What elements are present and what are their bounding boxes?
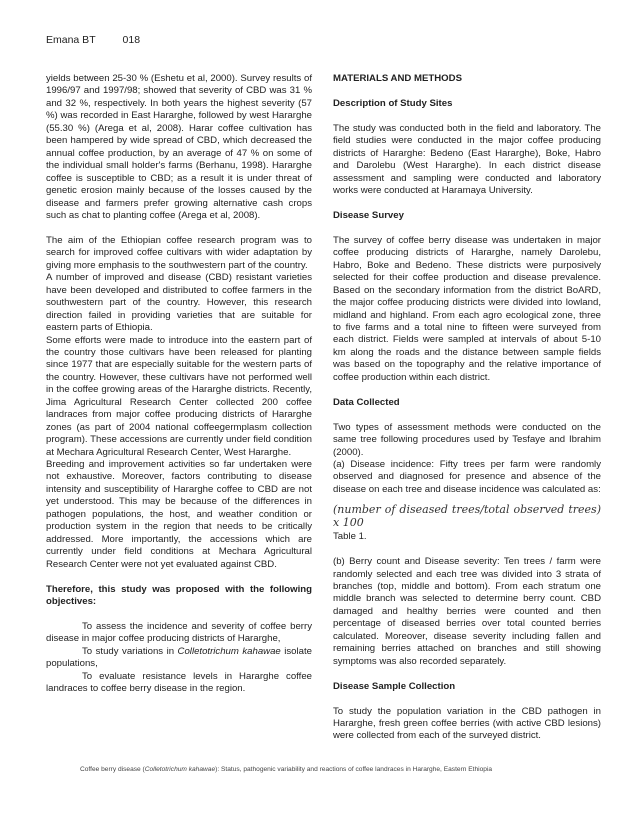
page-number: 018 <box>122 34 141 46</box>
running-header <box>46 34 164 46</box>
objective-item: To evaluate resistance levels in Hararghe coffee landraces to coffee berry disease in the region. <box>46 670 312 695</box>
body-paragraph: yields between 25-30 % (Eshetu et al, 2000). Survey results of 1996/97 and 1997/98; showed that severity of CBD was 31 % and 32 %, respectively. In both years the highest severity (57 %) was recorded in East Hararghe, followed by west Hararghe (55.30 %) (Arega et al, 2008). Harar coffee cultivation has been hampered by wide spread of CBD, which decreased the annual coffee production, by an average of 47 % on some of the individual small holder's farms (Berhanu, 1998). Hararghe coffee is susceptible to CBD; as a result it is under threat of genetic erosion mainly because of the losses caused by the disease and farmers prefer growing alternative cash crops such as chat to planting coffee (Arega et al, 2008). <box>46 73 312 221</box>
body-paragraph <box>333 556 601 668</box>
body-paragraph: The survey of coffee berry disease was undertaken in major coffee producing districts of Hararghe, namely Darolebu, Habro, Boke and Bedeno. These districts were purposively selected for their coffee production and disease prevalence. Based on the secondary information from the district BoARD, the major coffee producing districts were divided into lowland, midland and highland. From each agro ecological zone, three to five farms and a total nine to fifteen were surveyed from each district. Fields were sampled at intervals of about 5-10 km along the roads and the distance between sample fields was based on the topography and the relative importance of coffee production within each district. <box>333 234 601 383</box>
subsection-heading: Description of Study Sites <box>333 97 453 109</box>
subsection-heading: Disease Survey <box>333 209 404 221</box>
body-paragraph: Some efforts were made to introduce into the eastern part of the country those cultivars have been released for planting since 1977 that are especially suitable for the western parts of the country. However, these cultivars have not performed well in the coffee growing areas of the Hararghe districts. Recently, Jima Agricultural Research Center collected 200 coffee landraces from major coffee producing districts of Hararghe zones (as part of 2004 national coffeegermplasm collection program). These accessions are currently under field condition at Mechara Agricultural Research Center, West Hararghe. <box>46 334 312 458</box>
incidence-formula: (number of diseased trees/total observed trees) x 100 <box>333 503 601 529</box>
footer-species: Colletotrichum kahawae <box>144 766 216 773</box>
objective-text: To study variations in <box>82 645 178 657</box>
footer-text: ): Status, pathogenic variability and reactions of coffee landraces in Hararghe, Eastern Ethiopia <box>215 766 493 773</box>
author-name: Emana BT <box>46 34 96 46</box>
body-paragraph: A number of improved and disease (CBD) resistant varieties have been developed and distributed to coffee farmers in the southwestern part of the country. However, this research direction failed in providing varieties that are suitable for eastern parts of Ethiopia. <box>46 272 312 334</box>
body-paragraph: Two types of assessment methods were conducted on the same tree following procedures used by Tesfaye and Ibrahim (2000). <box>333 421 601 458</box>
left-column <box>46 73 312 696</box>
species-name: Colletotrichum kahawae <box>177 645 281 657</box>
objective-item: To assess the incidence and severity of coffee berry disease in major coffee producing districts of Hararghe, <box>46 620 312 645</box>
subsection-heading: Data Collected <box>333 396 400 408</box>
body-paragraph: To study the population variation in the CBD pathogen in Hararghe, fresh green coffee berries (with active CBD lesions) were collected from each of the surveyed district. <box>333 705 601 742</box>
objective-text: isolate populations, <box>46 645 312 670</box>
right-column <box>333 73 601 755</box>
footer-text: Coffee berry disease ( <box>80 766 145 773</box>
subsection-heading: Disease Sample Collection <box>333 680 456 692</box>
table-reference: Table 1. <box>333 531 367 543</box>
incidence-label: (a) Disease incidence <box>333 458 432 470</box>
severity-text: : Ten trees / farm were randomly selected and each tree was divided into 3 strata of branches (top, middle and bottom). From each stratum one middle branch was selected to determine berry count. CBD damaged and healthy berries were counted and then percentage of diseased berries over total counted berries calculated. Moreover, disease severity including fallen and remaining berries attached on branches and still showing symptoms was also recorded separately. <box>333 556 601 667</box>
section-heading: MATERIALS AND METHODS <box>333 73 462 84</box>
body-paragraph: The study was conducted both in the field and laboratory. The field studies were conducted in the major coffee producing districts of Hararghe: Bedeno (East Hararghe), Boke, Habro and Darolebu (West Hararghe). In each district disease assessment and sampling were conducted and laboratory works were conducted at Haramaya University. <box>333 122 601 197</box>
objective-item <box>46 646 312 671</box>
objectives-heading: Therefore, this study was proposed with the following objectives: <box>46 583 312 607</box>
incidence-text: : Fifty trees per farm were randomly observed and diagnosed for presence and absence of the disease on each tree and disease incidence was calculated as: <box>333 458 601 495</box>
body-paragraph <box>333 459 601 496</box>
severity-label: (b) Berry count and Disease severity <box>333 556 497 568</box>
body-paragraph: The aim of the Ethiopian coffee research program was to search for improved coffee cultivars with wider adaptation by giving more emphasis to the southwestern part of the country. <box>46 234 312 271</box>
running-footer <box>80 766 492 773</box>
body-paragraph: Breeding and improvement activities so far undertaken were not exhaustive. Moreover, factors contributing to disease intensity and susceptibility of Hararghe coffee to CBD are not yet understood. This may be because of the differences in pathogen populations, the host, and weather condition or production system in the region that needs to be critically addressed. More importantly, the accessions which are currently under field conditions at Mechara Agricultural Research Center were not yet evaluated against CBD. <box>46 459 312 570</box>
